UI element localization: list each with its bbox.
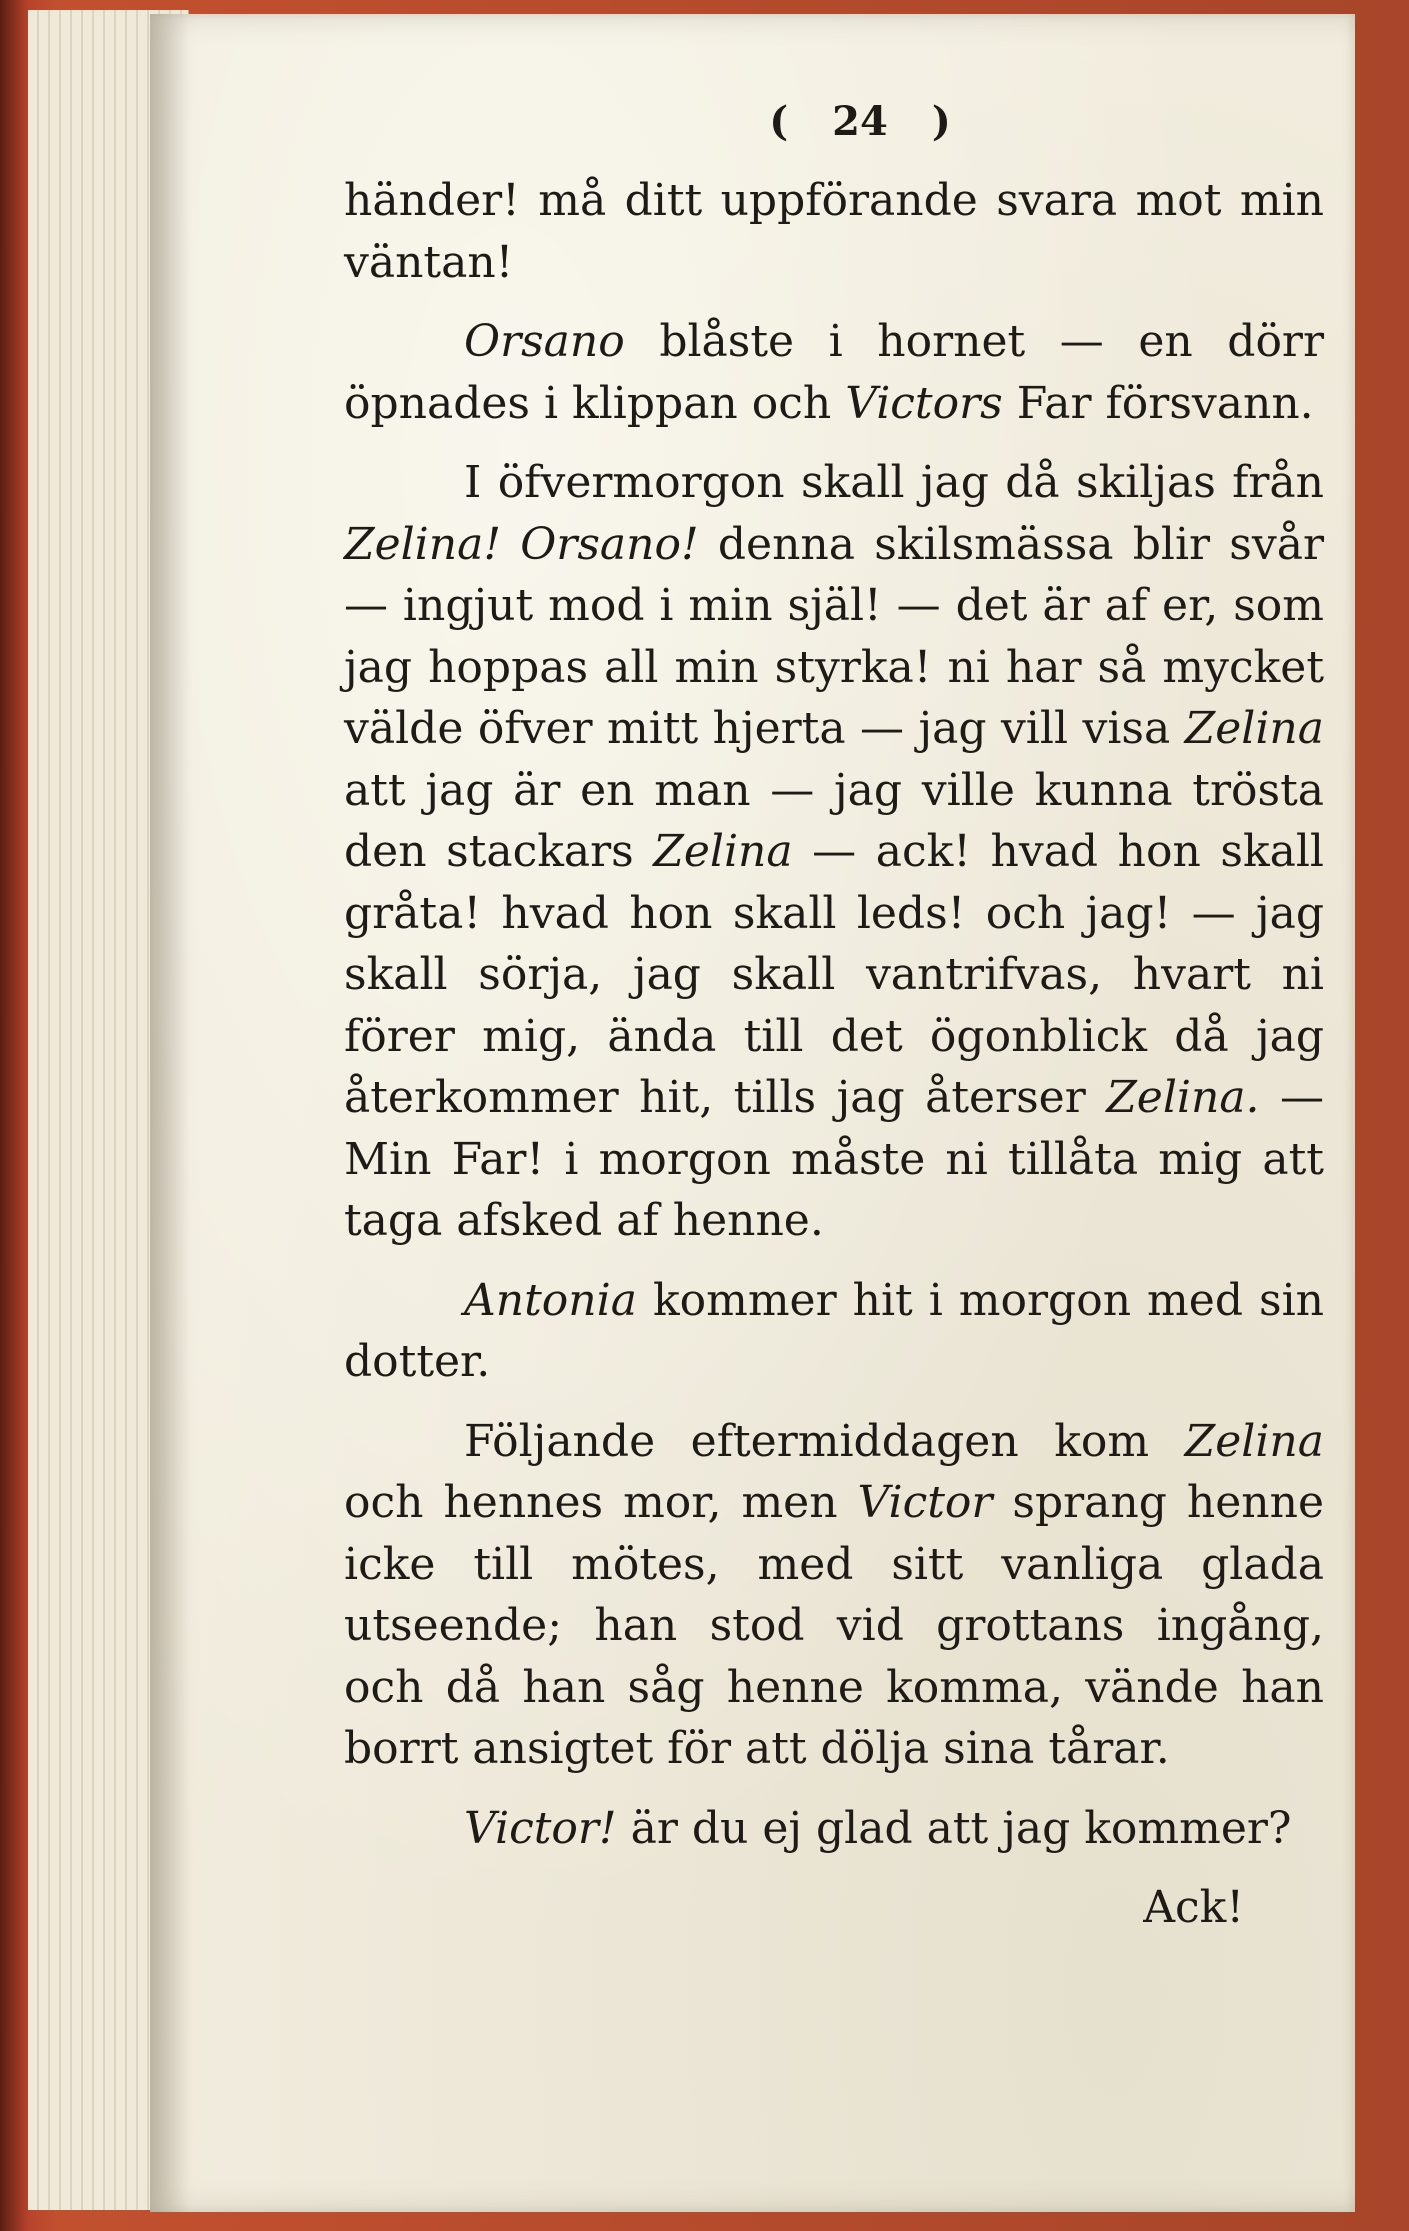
page-number-open-paren: ( [769,98,789,145]
body-text [344,170,1324,1939]
italic-name: Zelina. [1106,1072,1260,1123]
page-number-value: 24 [832,98,888,145]
page-number [700,98,1020,145]
gutter-shadow [150,14,190,2212]
paragraph [344,1270,1324,1393]
italic-name: Victors [845,377,1003,429]
text-run: att jag är en man — jag ville kunna trösta den stackars [344,764,1324,877]
page-number-close-paren: ) [931,98,951,145]
italic-name: Zelina [1184,1415,1324,1467]
text-run: blåste i hornet — en dörr öpnades i klippan och [344,316,1324,429]
italic-name: Victor! [464,1802,617,1854]
text-run: är du ej glad att jag kommer? [616,1802,1292,1854]
text-run: I öfvermorgon skall jag då skiljas från [464,457,1324,508]
text-run: — ack! hvad hon skall gråta! hvad hon skall leds! och jag! — jag skall sörja, jag skall vantrifvas, hvart ni förer mig, ända till det ögonblick då jag återkommer hit, tills jag återser [344,826,1324,1123]
text-run: — Min Far! i morgon måste ni tillåta mig att taga afsked af henne. [344,1072,1324,1246]
text-run: händer! må ditt uppförande svara mot min väntan! [344,175,1324,288]
text-run: denna skilsmässa blir svår — ingjut mod i min själ! — det är af er, som jag hoppas all min styrka! ni har så mycket välde öfver mitt hjerta — jag vill visa [344,518,1325,754]
text-run: kommer hit i morgon med sin dotter. [344,1274,1324,1387]
paragraph [344,170,1324,293]
paragraph [344,311,1324,434]
paragraph [344,1411,1324,1780]
text-run: Far försvann. [1002,377,1314,429]
closing-line: Ack! [1143,1882,1244,1933]
italic-name: Antonia [464,1274,637,1326]
italic-name: Zelina [1184,703,1324,754]
italic-name: Zelina [653,826,793,877]
italic-name: Orsano [464,316,625,367]
text-run: sprang henne icke till mötes, med sitt vanliga glada utseende; han stod vid grottans ingång, och då han såg henne komma, vände han borrt ansigtet för att dölja sina tårar. [344,1477,1324,1774]
text-run: Följande eftermiddagen kom [464,1415,1185,1467]
paragraph [344,1798,1324,1860]
paragraph [344,452,1324,1252]
text-run: och hennes mor, men [344,1477,858,1528]
italic-name: Zelina! Orsano! [344,518,699,570]
italic-name: Victor [857,1477,993,1528]
